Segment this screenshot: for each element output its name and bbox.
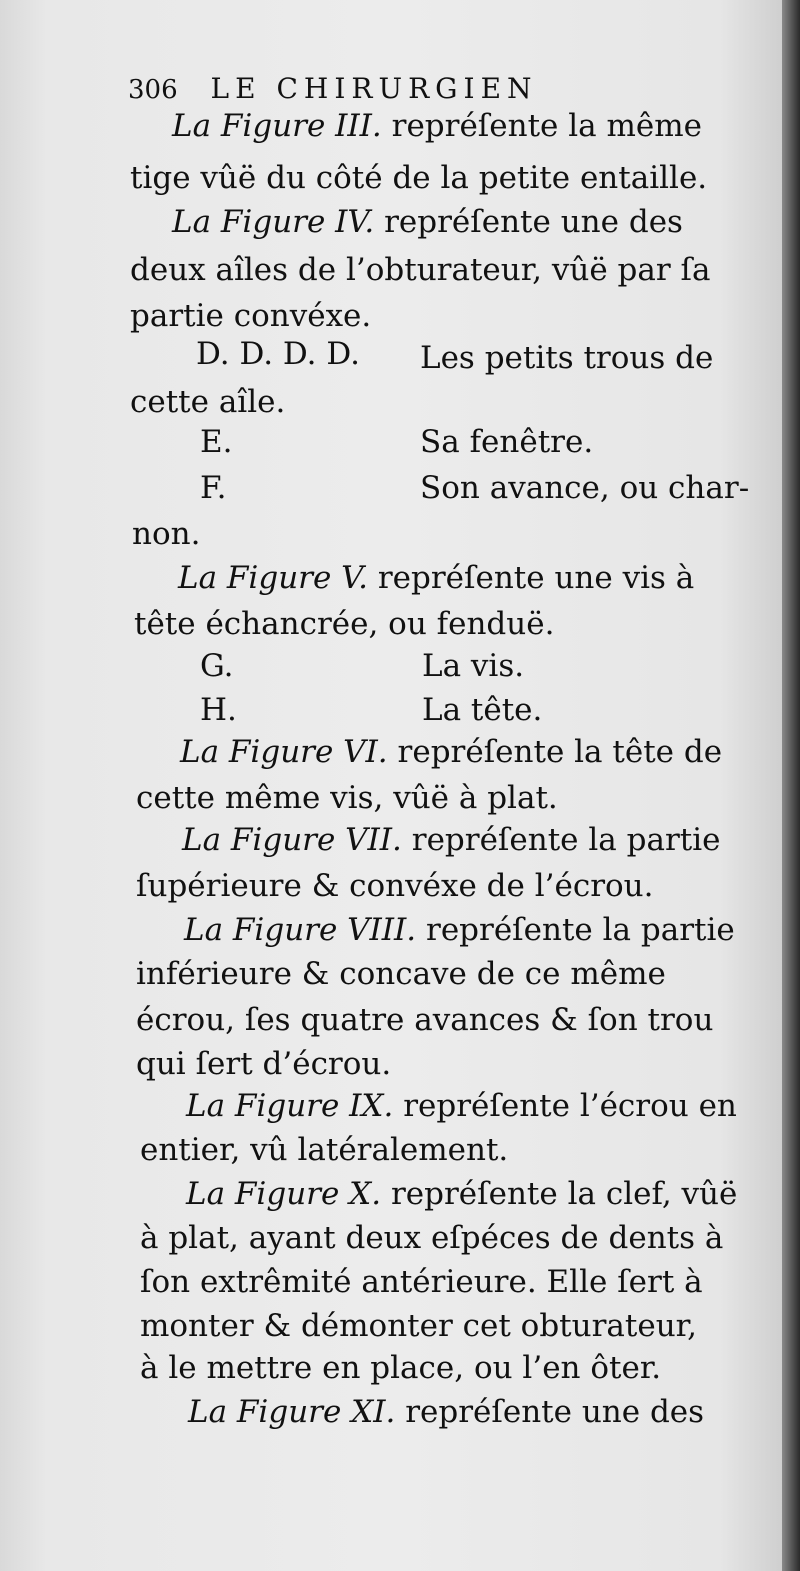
figure-ref: La Figure X. [186, 1176, 382, 1212]
figure-ref: La Figure VIII. [184, 912, 417, 948]
page-number: 306 [128, 75, 178, 105]
text-line: non. [132, 516, 201, 552]
legend-label: H. [200, 692, 237, 728]
text-line: La Figure VII. repréſente la partie [182, 822, 721, 858]
text-line: ſupérieure & convéxe de l’écrou. [136, 868, 654, 904]
figure-ref: La Figure III. [172, 108, 382, 144]
text-line: tête échancrée, ou fenduë. [134, 606, 555, 642]
text-line: écrou, ſes quatre avances & ſon trou [136, 1002, 714, 1038]
text-line: La Figure V. repréſente une vis à [178, 560, 695, 596]
text-line: La Figure IV. repréſente une des [172, 204, 683, 240]
running-title: LE CHIRURGIEN [210, 72, 538, 105]
text-line: La Figure VI. repréſente la tête de [180, 734, 723, 770]
figure-ref: La Figure IX. [186, 1088, 394, 1124]
text-line: La Figure XI. repréſente une des [188, 1394, 705, 1430]
legend-label: D. D. D. D. [196, 336, 360, 372]
legend-text: La tête. [422, 692, 543, 728]
text-line: entier, vû latéralement. [140, 1132, 509, 1168]
text-line: qui ſert d’écrou. [136, 1046, 392, 1082]
figure-ref: La Figure V. [178, 560, 368, 596]
text-line: La Figure VIII. repréſente la partie [184, 912, 735, 948]
figure-ref: La Figure VI. [180, 734, 388, 770]
legend-text: Les petits trous de [420, 340, 714, 376]
text-line: tige vûë du côté de la petite entaille. [130, 160, 708, 196]
text-line: à le mettre en place, ou l’en ôter. [140, 1350, 662, 1386]
text-line: cette aîle. [130, 384, 286, 420]
text-line: La Figure IX. repréſente l’écrou en [186, 1088, 737, 1124]
text-line: à plat, ayant deux eſpéces de dents à [140, 1220, 724, 1256]
legend-label: F. [200, 470, 227, 506]
text-line: inférieure & concave de ce même [136, 956, 666, 992]
figure-ref: La Figure IV. [172, 204, 375, 240]
legend-text: Sa fenêtre. [420, 424, 594, 460]
text-line: monter & démonter cet obturateur, [140, 1308, 697, 1344]
text-line: La Figure X. repréſente la clef, vûë [186, 1176, 738, 1212]
legend-text: Son avance, ou char- [420, 470, 750, 506]
legend-text: La vis. [422, 648, 525, 684]
legend-label: G. [200, 648, 234, 684]
text-line: deux aîles de l’obturateur, vûë par ſa [130, 252, 711, 288]
page-edge-shadow [782, 0, 800, 1571]
text-line: partie convéxe. [130, 298, 372, 334]
text-line: La Figure III. repréſente la même [172, 108, 702, 144]
figure-ref: La Figure XI. [188, 1394, 396, 1430]
figure-ref: La Figure VII. [182, 822, 402, 858]
legend-label: E. [200, 424, 233, 460]
running-header [128, 72, 538, 105]
text-line: cette même vis, vûë à plat. [136, 780, 558, 816]
text-line: ſon extrêmité antérieure. Elle ſert à [140, 1264, 703, 1300]
